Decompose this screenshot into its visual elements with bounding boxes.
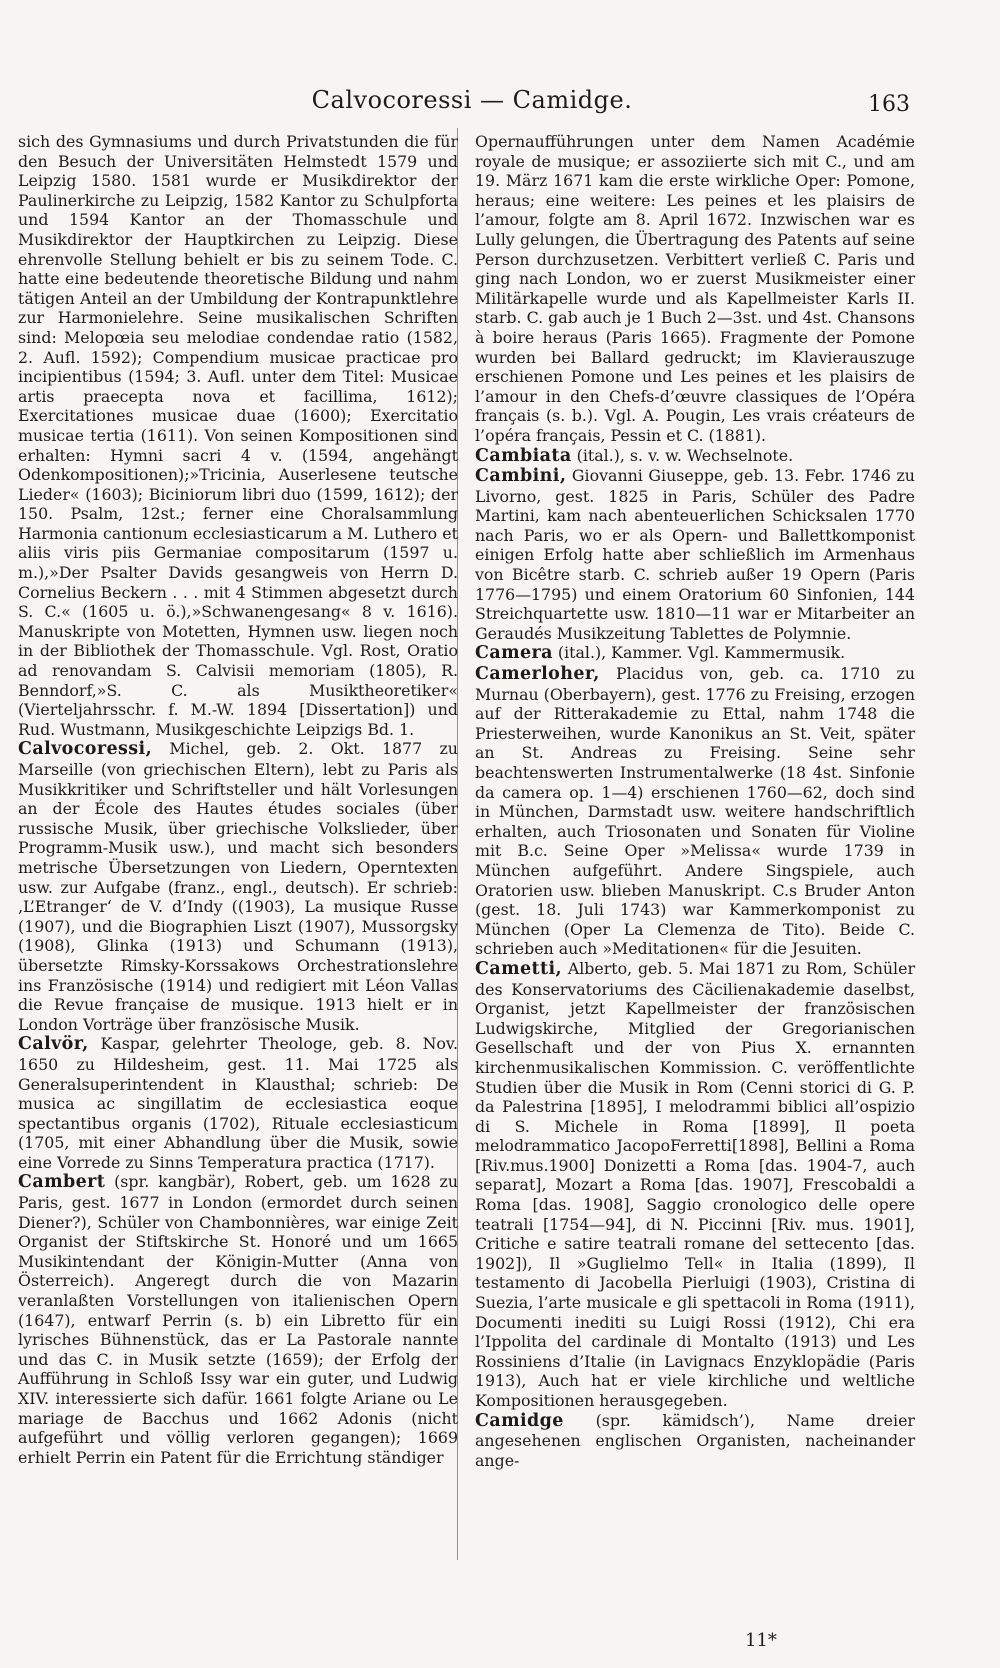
entry-camidge	[475, 1411, 915, 1471]
entry-camera	[475, 643, 915, 664]
entry-text: Giovanni Giuseppe, geb. 13. Febr. 1746 zu Livorno, gest. 1825 in Paris, Schüler des Padre Martini, kam nach abenteuerlichen Schicksalen 1770 nach Paris, wo er als Opern- und Ballettkomponist einigen Erfolg hatte aber schließlich im Armenhaus von Bicêtre starb. C. schrieb außer 19 Opern (Paris 1776—1795) und einem Oratorium 60 Sinfonien, 144 Streichquartette usw. 1810—11 war er Mitarbeiter an Geraudés Musikzeitung Tablettes de Polymnie.	[475, 466, 915, 643]
left-column	[18, 132, 458, 1467]
continued-entry-text: sich des Gymnasiums und durch Privatstunden die für den Besuch der Universitäten Helmstedt 1579 und Leipzig 1580. 1581 wurde er Musikdirektor der Paulinerkirche zu Leipzig, 1582 Kantor zu Schulpforta und 1594 Kantor an der Thomasschule und Musikdirektor der Hauptkirchen zu Leipzig. Diese ehrenvolle Stellung behielt er bis zu seinem Tode. C. hatte eine bedeutende theoretische Bildung und nahm tätigen Anteil an der Umbildung der Kontrapunktlehre zur Harmonielehre. Seine musikalischen Schriften sind: Melopœia seu melodiae condendae ratio (1582, 2. Aufl. 1592); Compendium musicae practicae pro incipientibus (1594; 3. Aufl. unter dem Titel: Musicae artis praecepta nova et facillima, 1612); Exercitationes musicae duae (1600); Exercitatio musicae tertia (1611). Von seinen Kompositionen sind erhalten: Hymni sacri 4 v. (1594, angehängt Odenkompositionen);»Tricinia, Auserlesene teutsche Lieder« (1603); Biciniorum libri duo (1599, 1612); der 150. Psalm, 12st.; ferner eine Choralsammlung Harmonia cantionum ecclesiasticarum a M. Luthero et aliis viris piis Germaniae compositarum (1597 u. m.),»Der Psalter Davids gesangweis von Herrn D. Cornelius Beckern . . . mit 4 Stimmen abgesetzt durch S. C.« (1605 u. ö.),»Schwanengesang« 8 v. 1616). Manuskripte von Motetten, Hymnen usw. liegen noch in der Bibliothek der Thomasschule. Vgl. Rost, Oratio ad renovandam S. Calvisii memoriam (1805), R. Benndorf,»S. C. als Musiktheoretiker« (Vierteljahrsschr. f. M.-W. 1894 [Dissertation]) und Rud. Wustmann, Musikgeschichte Leipzigs Bd. 1.	[18, 132, 458, 739]
entry-headword: Cambert	[18, 1172, 106, 1193]
entry-text: Placidus von, geb. ca. 1710 zu Murnau (Oberbayern), gest. 1776 zu Freising, erzogen auf der Ritterakademie zu Ettal, nahm 1748 die Priesterweihen, wurde Kanonikus an St. Veit, später an St. Andreas zu Freising. Seine sehr beachtenswerten Instrumentalwerke (18 4st. Sinfonie da camera op. 1—4) erschienen 1760—62, doch sind in München, Darmstadt usw. weitere handschriftlich erhalten, auch Triosonaten und Sonaten für Violine mit B.c. Seine Oper »Melissa« wurde 1739 in München aufgeführt. Andere Singspiele, auch Oratorien usw. blieben Manuskript. C.s Bruder Anton (gest. 18. Juli 1743) war Kammerkomponist zu München (Oper La Clemenza de Tito). Beide C. schrieben auch »Meditationen« für die Jesuiten.	[475, 664, 916, 959]
entry-cambert	[18, 1172, 458, 1467]
entry-cametti	[475, 959, 915, 1411]
entry-headword: Calvocoressi,	[18, 739, 153, 760]
entry-text: (ital.), s. v. w. Wechselnote.	[576, 445, 794, 465]
entry-cambini	[475, 466, 915, 643]
page-number: 163	[868, 92, 910, 117]
entry-text: (ital.), Kammer. Vgl. Kammermusik.	[557, 643, 846, 663]
continued-entry-text: Opernaufführungen unter dem Namen Académie royale de musique; er assoziierte sich mit C., und am 19. März 1671 kam die erste wirkliche Oper: Pomone, heraus; eine weitere: Les peines et les plaisirs de l’amour, folgte am 8. April 1672. Inzwischen war es Lully gelungen, die Übertragung des Patents auf seine Person durchzusetzen. Verbittert verließ C. Paris und ging nach London, wo er zuerst Musikmeister einer Militärkapelle wurde und als Kapellmeister Karls II. starb. C. gab auch je 1 Buch 2—3st. und 4st. Chansons à boire heraus (Paris 1665). Fragmente der Pomone wurden bei Ballard gedruckt; im Klavierauszuge erschienen Pomone und Les peines et les plaisirs de l’amour in den Chefs-d’œuvre classiques de l’Opéra français (s. b.). Vgl. A. Pougin, Les vrais créateurs de l’opéra français, Pessin et C. (1881).	[475, 132, 915, 445]
entry-headword: Cambiata	[475, 445, 572, 466]
entry-headword: Camerloher,	[475, 664, 600, 685]
entry-text: (spr. kangbär), Robert, geb. um 1628 zu Paris, gest. 1677 in London (ermordet durch seinen Diener?), Schüler von Chambonnières, war einige Zeit Organist der Stiftskirche St. Honoré und um 1665 Musikintendant der Königin-Mutter (Anna von Österreich). Angeregt durch die von Mazarin veranlaßten Vorstellungen von italienischen Opern (1647), entwarf Perrin (s. b) ein Libretto für ein lyrisches Bühnenstück, das er La Pastorale nannte und das C. in Musik setzte (1659); der Erfolg der Aufführung in Schloß Issy war ein guter, und Ludwig XIV. interessierte sich dafür. 1661 folgte Ariane ou Le mariage de Bacchus und 1662 Adonis (nicht aufgeführt und völlig verloren gegangen); 1669 erhielt Perrin ein Patent für die Errichtung ständiger	[18, 1172, 458, 1467]
entry-headword: Camera	[475, 643, 553, 664]
entry-text: Kaspar, gelehrter Theologe, geb. 8. Nov. 1650 zu Hildesheim, gest. 11. Mai 1725 als Generalsuperintendent in Klausthal; schrieb: De musica ac singillatim de ecclesiastica eoque spectantibus organis (1702), Rituale ecclesiasticum (1705, mit einer Abhandlung über die Musik, sowie eine Vorrede zu Sinns Temperatura practica (1717).	[18, 1034, 458, 1172]
entry-headword: Camidge	[475, 1410, 564, 1431]
running-title: Calvocoressi — Camidge.	[311, 86, 633, 114]
entry-cambiata	[475, 446, 915, 467]
signature-mark: 11*	[745, 1630, 777, 1651]
entry-text: Michel, geb. 2. Okt. 1877 zu Marseille (von griechischen Eltern), lebt zu Paris als Musikkritiker und Schriftsteller und hält Vorlesungen an der École des Hautes études sociales (über russische Musik, über griechische Volkslieder, über Programm-Musik usw.), und macht sich besonders metrische Übersetzungen von Liedern, Operntexten usw. zur Aufgabe (franz., engl., deutsch). Er schrieb: ‚L’Etranger‘ de V. d’Indy ((1903), La musique Russe (1907), und die Biographien Liszt (1907), Mussorgsky (1908), Glinka (1913) und Schumann (1913), übersetzte Rimsky-Korssakows Orchestrationslehre ins Französische (1914) und redigiert mit Léon Vallas die Revue française de musique. 1913 hielt er in London Vorträge über französische Musik.	[18, 739, 458, 1034]
running-header	[22, 86, 922, 122]
entry-text: Alberto, geb. 5. Mai 1871 zu Rom, Schüler des Konservatoriums des Cäcilienakademie daselbst, Organist, jetzt Kapellmeister der französischen Ludwigskirche, Mitglied der Gregorianischen Gesellschaft und der von Pius X. ernannten kirchenmusikalischen Kommission. C. veröffentlichte Studien über die Musik in Rom (Cenni storici di G. P. da Palestrina [1895], I melodrammi biblici all’ospizio di S. Michele in Roma [1899], Il poeta melodrammatico JacopoFerretti[1898], Bellini a Roma [Riv.mus.1900] Donizetti a Roma [das. 1904-7, auch separat], Mozart a Roma [das. 1907], Frescobaldi a Roma [das. 1908], Saggio cronologico delle opere teatrali [1754—94], di N. Piccinni [Riv. mus. 1901], Critiche e satire teatrali romane del settecento [das. 1902]), Il »Guglielmo Tell« in Italia (1899), Il testamento di Jacobella Pierluigi (1903), Cristina di Suezia, l’arte musicale e gli spettacoli in Roma (1911), Documenti inediti su Luigi Rossi (1912), Chi era l’Ippolita del cardinale di Montalto (1913) und Les Rossiniens d’Italie (in Lavignacs Enzyklopädie (Paris 1913), Auch hat er viele kirchliche und weltliche Kompositionen herausgegeben.	[475, 958, 915, 1410]
entry-calvocoressi	[18, 739, 458, 1034]
right-column	[475, 132, 915, 1470]
entry-text: (spr. kämidsch’), Name dreier angesehenen englischen Organisten, nacheinander ange-	[475, 1410, 915, 1470]
entry-calvoer	[18, 1034, 458, 1172]
entry-headword: Calvör,	[18, 1034, 89, 1055]
entry-camerloher	[475, 664, 915, 959]
entry-headword: Cambini,	[475, 466, 567, 487]
entry-headword: Cametti,	[475, 958, 563, 979]
